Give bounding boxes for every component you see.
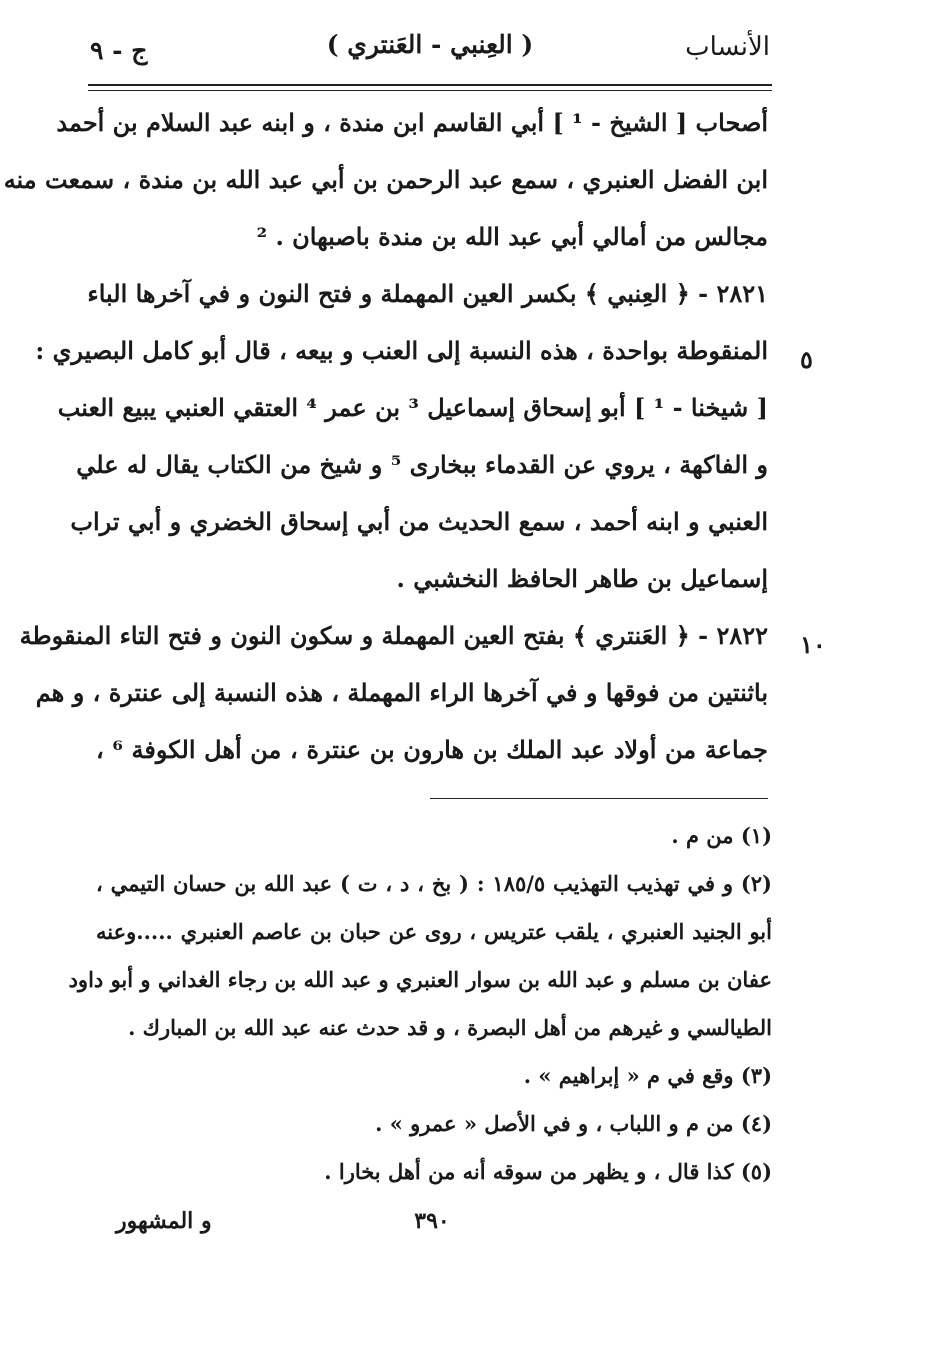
footnote: (٥) كذا قال ، و يظهر من سوقه أنه من أهل بخارا . bbox=[324, 1159, 772, 1184]
footnote: الطيالسي و غيرهم من أهل البصرة ، و قد حدث عنه عبد الله بن المبارك . bbox=[128, 1015, 772, 1040]
text-line: جماعة من أولاد عبد الملك بن هارون بن عنترة ، من أهل الكوفة ⁶ ، bbox=[96, 735, 768, 764]
text-line: إسماعيل بن طاهر الحافظ النخشبي . bbox=[396, 564, 768, 593]
text-line: و الفاكهة ، يروي عن القدماء ببخارى ⁵ و شيخ من الكتاب يقال له علي bbox=[76, 450, 768, 479]
book-title: الأنساب bbox=[685, 32, 770, 62]
page-number: ٣٩٠ bbox=[414, 1208, 450, 1234]
header-rule bbox=[88, 84, 772, 91]
volume-label: ج - ٩ bbox=[90, 36, 148, 65]
text-line: ابن الفضل العنبري ، سمع عبد الرحمن بن أبي عبد الله بن مندة ، سمعت منه bbox=[3, 165, 768, 194]
entry-range: ( العِنبي - العَنتري ) bbox=[326, 30, 534, 59]
line-number-5: ٥ bbox=[800, 345, 813, 374]
footnote: عفان بن مسلم و عبد الله بن سوار العنبري و عبد الله بن رجاء الغداني و أبو داود bbox=[68, 967, 772, 992]
entry-2822-heading: ٢٨٢٢ - ﴿ العَنتري ﴾ بفتح العين المهملة و سكون النون و فتح التاء المنقوطة bbox=[19, 621, 768, 650]
footnote: (٤) من م و اللباب ، و في الأصل « عمرو » . bbox=[375, 1111, 772, 1136]
text-line: مجالس من أمالي أبي عبد الله بن مندة باصبهان . ² bbox=[256, 222, 768, 251]
footnote: أبو الجنيد العنبري ، يلقب عتريس ، روى عن حبان بن عاصم العنبري .....وعنه bbox=[96, 919, 772, 944]
text-line: العنبي و ابنه أحمد ، سمع الحديث من أبي إسحاق الخضري و أبي تراب bbox=[70, 507, 768, 536]
running-header bbox=[90, 30, 770, 74]
footnote: (٣) وقع في م « إبراهيم » . bbox=[523, 1063, 772, 1088]
entry-2821-heading: ٢٨٢١ - ﴿ العِنبي ﴾ بكسر العين المهملة و فتح النون و في آخرها الباء bbox=[87, 279, 768, 308]
footnote: (٢) و في تهذيب التهذيب ١٨٥/٥ : ( بخ ، د ، ت ) عبد الله بن حسان التيمي ، bbox=[96, 871, 772, 896]
text-line: باثنتين من فوقها و في آخرها الراء المهملة ، هذه النسبة إلى عنترة ، و هم bbox=[35, 678, 768, 707]
text-line: أصحاب [ الشيخ - ¹ ] أبي القاسم ابن مندة ، و ابنه عبد السلام بن أحمد bbox=[56, 108, 768, 137]
text-line: [ شيخنا - ¹ ] أبو إسحاق إسماعيل ³ بن عمر ⁴ العتقي العنبي يبيع العنب bbox=[57, 393, 768, 422]
footnote: (١) من م . bbox=[671, 823, 772, 848]
text-line: المنقوطة بواحدة ، هذه النسبة إلى العنب و بيعه ، قال أبو كامل البصيري : bbox=[35, 336, 768, 365]
footnote-rule bbox=[430, 798, 768, 799]
line-number-10: ١٠ bbox=[800, 630, 826, 659]
page-footer bbox=[96, 1208, 768, 1244]
footnotes bbox=[68, 812, 772, 1196]
catchword: و المشهور bbox=[116, 1208, 212, 1234]
main-text bbox=[3, 94, 768, 778]
